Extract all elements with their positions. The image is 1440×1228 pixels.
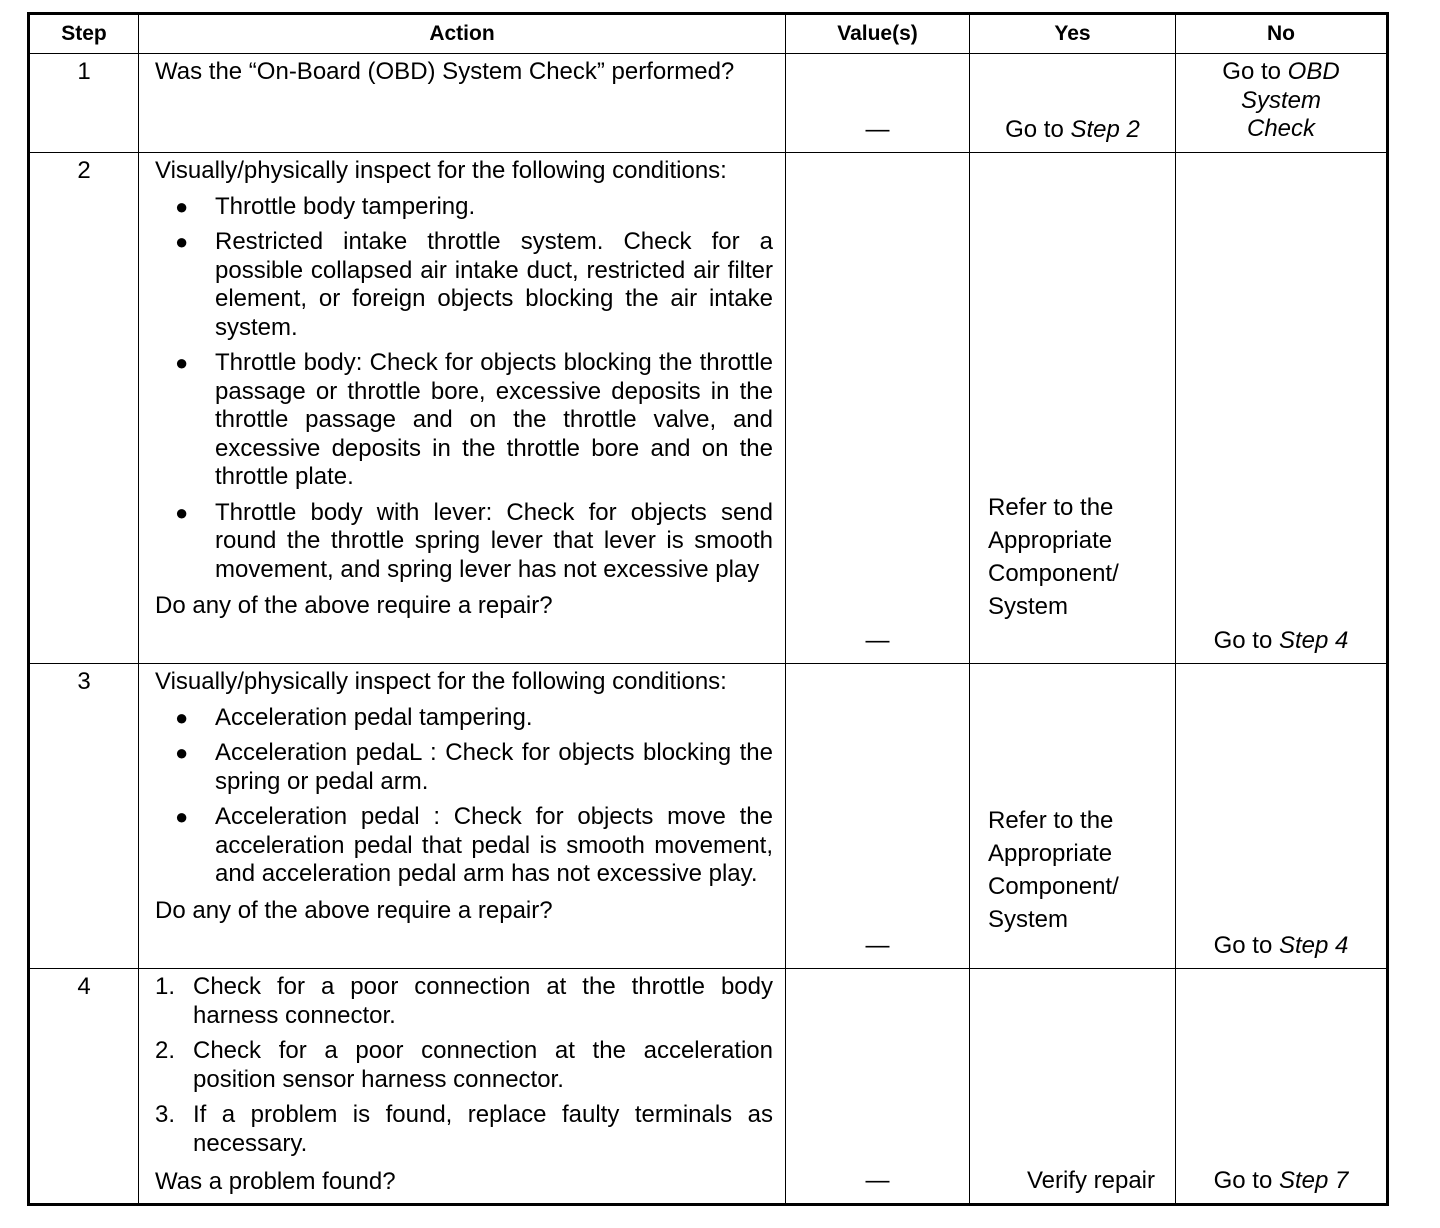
list-item-text: Acceleration pedal tampering. <box>215 703 533 731</box>
value-text: — <box>865 115 890 143</box>
yes-line: Component/ <box>988 873 1119 900</box>
value-cell <box>786 54 970 153</box>
header-row <box>29 14 1388 54</box>
yes-text <box>970 116 1175 145</box>
list-number: 3. <box>155 1101 176 1128</box>
no-step-ref: Step 7 <box>1278 1166 1349 1194</box>
yes-text <box>988 491 1119 623</box>
header-values: Value(s) <box>786 14 970 54</box>
table-row <box>29 969 1388 1205</box>
action-cell <box>139 153 786 664</box>
yes-cell <box>970 969 1176 1205</box>
no-step-ref: OBD System Check <box>1240 58 1340 142</box>
no-prefix: Go to <box>1222 58 1288 85</box>
bullet-icon: ● <box>175 740 189 765</box>
header-no: No <box>1176 14 1388 54</box>
condition-list <box>155 193 773 585</box>
no-cell <box>1176 54 1388 153</box>
bullet-icon: ● <box>175 804 189 829</box>
list-item <box>155 1101 773 1158</box>
action-question: Do any of the above require a repair? <box>155 592 553 619</box>
yes-cell <box>970 664 1176 969</box>
table-row <box>29 664 1388 969</box>
list-item-text: Check for a poor connection at the acceleration position sensor harness connector. <box>193 1037 773 1093</box>
yes-text: Verify repair <box>1026 1166 1155 1194</box>
step-number: 3 <box>29 664 139 969</box>
no-text <box>1176 932 1386 961</box>
diagnostic-table <box>27 12 1389 1206</box>
action-question: Was a problem found? <box>155 1168 396 1195</box>
yes-cell <box>970 54 1176 153</box>
no-step-ref: Step 4 <box>1278 626 1349 654</box>
table-row <box>29 153 1388 664</box>
value-text: — <box>865 626 890 654</box>
list-item-text: Check for a poor connection at the throttle body harness connector. <box>193 973 773 1029</box>
yes-line: Component/ <box>988 560 1119 587</box>
no-text <box>1176 1167 1386 1196</box>
action-intro: Visually/physically inspect for the following conditions: <box>155 157 727 184</box>
yes-line: Refer to the <box>988 807 1114 834</box>
no-step-ref: Step 4 <box>1278 931 1349 959</box>
yes-text <box>988 804 1119 936</box>
yes-line: System <box>988 906 1069 933</box>
no-prefix: Go to <box>1213 931 1279 959</box>
header-yes: Yes <box>970 14 1176 54</box>
yes-line: Appropriate <box>988 840 1113 867</box>
condition-list <box>155 704 773 889</box>
list-item-text: Throttle body: Check for objects blocking the throttle passage or throttle bore, excessive deposits in the throttle passage and on the throttle valve, and excessive deposits in the throttle bore and on the throttle plate. <box>215 349 773 490</box>
value-cell <box>786 969 970 1205</box>
no-prefix: Go to <box>1213 1166 1279 1194</box>
header-step: Step <box>29 14 139 54</box>
list-item <box>155 1037 773 1094</box>
step-number: 1 <box>29 54 139 153</box>
action-text: Was the “On-Board (OBD) System Check” performed? <box>155 58 735 85</box>
list-number: 2. <box>155 1037 176 1064</box>
list-item <box>155 193 773 222</box>
list-item <box>155 349 773 492</box>
action-intro: Visually/physically inspect for the following conditions: <box>155 668 727 695</box>
bullet-icon: ● <box>175 193 189 219</box>
list-number: 1. <box>155 973 176 1000</box>
list-item <box>155 803 773 889</box>
value-cell <box>786 153 970 664</box>
no-prefix: Go to <box>1213 626 1279 654</box>
header-action: Action <box>139 14 786 54</box>
list-item <box>155 704 773 733</box>
numbered-list <box>155 973 773 1158</box>
value-cell <box>786 664 970 969</box>
yes-line: Appropriate <box>988 527 1113 554</box>
action-cell <box>139 664 786 969</box>
step-number: 4 <box>29 969 139 1205</box>
yes-prefix: Go to <box>1005 115 1071 143</box>
step-number: 2 <box>29 153 139 664</box>
yes-step-ref: Step 2 <box>1070 115 1140 143</box>
action-cell <box>139 969 786 1205</box>
no-cell <box>1176 664 1388 969</box>
value-text: — <box>865 1166 890 1194</box>
list-item-text: Restricted intake throttle system. Check for a possible collapsed air intake duct, restricted air filter element, or foreign objects blocking the air intake system. <box>215 228 773 341</box>
list-item-text: Throttle body with lever: Check for objects send round the throttle spring lever that lever is smooth movement, and spring lever has not excessive play <box>215 498 773 583</box>
bullet-icon: ● <box>175 704 189 730</box>
list-item-text: Acceleration pedaL : Check for objects blocking the spring or pedal arm. <box>215 739 773 795</box>
no-cell <box>1176 969 1388 1205</box>
list-item <box>155 739 773 796</box>
action-question: Do any of the above require a repair? <box>155 896 553 924</box>
table-row <box>29 54 1388 153</box>
list-item <box>155 228 773 342</box>
no-text <box>1176 627 1386 656</box>
bullet-icon: ● <box>175 499 189 525</box>
bullet-icon: ● <box>175 350 189 375</box>
yes-cell <box>970 153 1176 664</box>
list-item-text: Throttle body tampering. <box>215 192 476 220</box>
no-text <box>1176 54 1386 144</box>
yes-line: System <box>988 593 1069 620</box>
value-text: — <box>865 931 890 959</box>
no-cell <box>1176 153 1388 664</box>
action-cell <box>139 54 786 153</box>
list-item <box>155 499 773 585</box>
list-item-text: Acceleration pedal : Check for objects move the acceleration pedal that pedal is smooth movement, and acceleration pedal arm has not excessive play. <box>215 803 773 887</box>
yes-line: Refer to the <box>988 494 1114 521</box>
bullet-icon: ● <box>175 229 189 254</box>
list-item <box>155 973 773 1030</box>
list-item-text: If a problem is found, replace faulty terminals as necessary. <box>193 1101 773 1157</box>
